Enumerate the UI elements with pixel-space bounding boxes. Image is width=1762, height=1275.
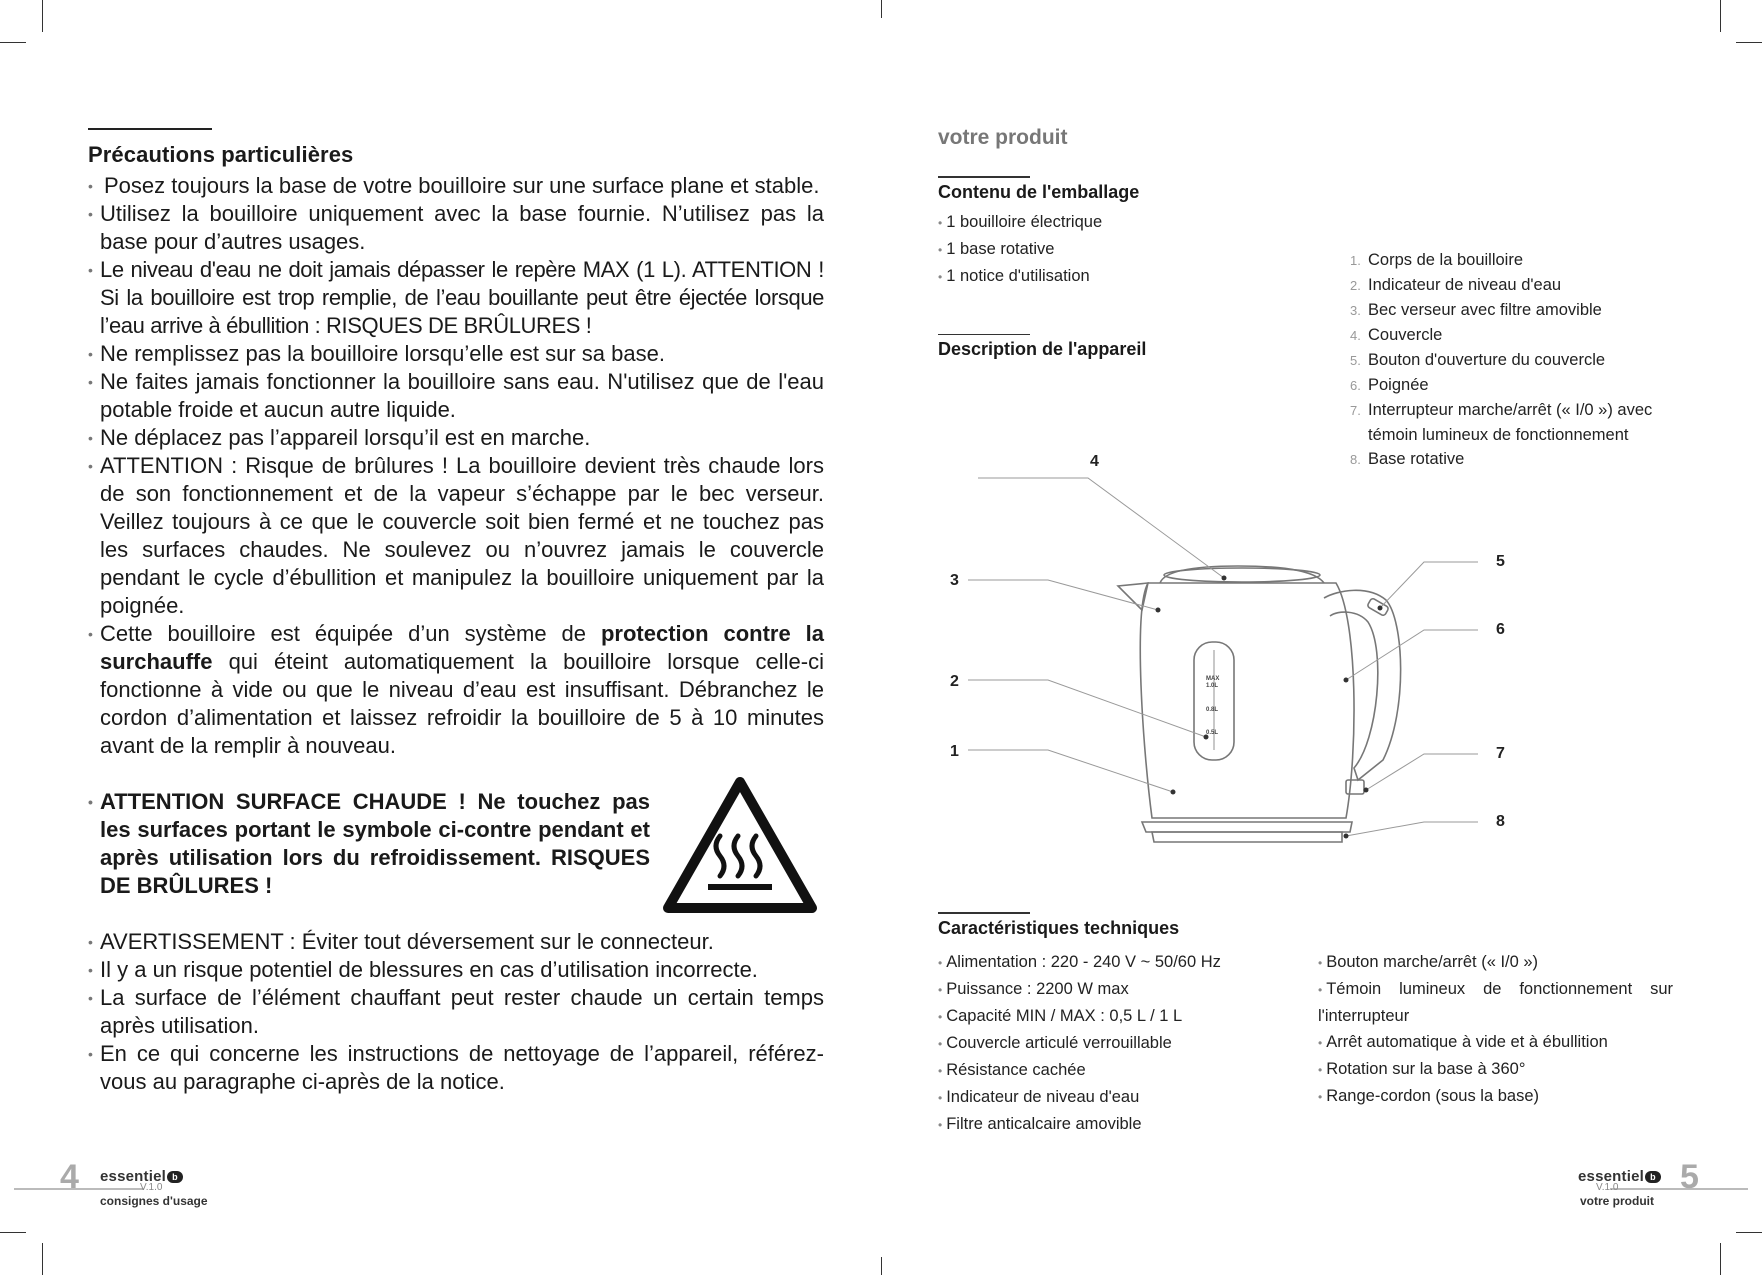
specs-section bbox=[938, 912, 1698, 1138]
page-title: votre produit bbox=[938, 126, 1068, 149]
kettle-body bbox=[1140, 583, 1354, 818]
diagram-label: 4 bbox=[1090, 453, 1099, 470]
precaution-item: • Posez toujours la base de votre bouilloire sur une surface plane et stable. bbox=[88, 173, 820, 198]
specs-title: Caractéristiques techniques bbox=[938, 917, 1180, 938]
description-title: Description de l'appareil bbox=[938, 339, 1147, 359]
crop-mark bbox=[1736, 1232, 1762, 1233]
brand-logo: essentiel b bbox=[100, 1168, 183, 1185]
diagram-label: 7 bbox=[1496, 745, 1505, 762]
section-rule bbox=[938, 176, 1030, 178]
precaution-item: • AVERTISSEMENT : Éviter tout déversement sur le connecteur. bbox=[88, 929, 714, 954]
kettle-diagram bbox=[938, 450, 1518, 860]
diagram-label: 5 bbox=[1496, 553, 1505, 570]
list-item: 2. Indicateur de niveau d'eau bbox=[1350, 276, 1562, 294]
list-item: • Alimentation : 220 - 240 V ~ 50/60 Hz bbox=[938, 952, 1221, 971]
hot-surface-warning bbox=[88, 788, 824, 900]
list-item: 3. Bec verseur avec filtre amovible bbox=[1350, 301, 1602, 319]
overheat-protection-item: • Cette bouilloire est équipée d’un système de protection contre la surchauffe qui éteint automatiquement la bouilloire lorsque celle-ci fonctionne à vide ou que le niveau d’eau est insuffisant. Débranchez le cordon d’alimentation et laissez refroidir la bouilloire de 5 à 10 minutes avant de la remplir à nouveau. bbox=[88, 621, 824, 758]
list-item: • Capacité MIN / MAX : 0,5 L / 1 L bbox=[938, 1006, 1183, 1025]
left-page bbox=[88, 128, 824, 1096]
section-rule bbox=[88, 128, 212, 130]
list-item-continued: témoin lumineux de fonctionnement bbox=[1368, 426, 1629, 444]
diagram-label: 1 bbox=[950, 743, 959, 760]
version-label: V.1.0 bbox=[1596, 1182, 1619, 1193]
precaution-item: • Ne faites jamais fonctionner la bouilloire sans eau. N'utilisez que de l'eau potable froide et aucun autre liquide. bbox=[88, 369, 824, 422]
list-item: 7. Interrupteur marche/arrêt (« I/0 ») avec bbox=[1350, 401, 1653, 419]
diagram-label: 8 bbox=[1496, 813, 1505, 830]
list-item: 8. Base rotative bbox=[1350, 450, 1465, 468]
gauge-mid-label: 0.8L bbox=[1206, 707, 1219, 713]
precaution-item: • La surface de l’élément chauffant peut rester chaude un certain temps après utilisation. bbox=[88, 985, 824, 1038]
list-item: • Résistance cachée bbox=[938, 1060, 1086, 1079]
package-title: Contenu de l'emballage bbox=[938, 181, 1140, 202]
crop-mark bbox=[1736, 42, 1762, 43]
diagram-label: 6 bbox=[1496, 621, 1505, 638]
list-item: • 1 notice d'utilisation bbox=[938, 266, 1090, 285]
section-title: Précautions particulières bbox=[88, 142, 354, 167]
list-item: • Bouton marche/arrêt (« I/0 ») bbox=[1318, 952, 1539, 971]
hot-surface-warning-text: • ATTENTION SURFACE CHAUDE ! Ne touchez pas les surfaces portant le symbole ci-contre pendant et après utilisation lors du refroidissement. RISQUES DE BRÛLURES ! bbox=[88, 789, 650, 898]
list-item: • Puissance : 2200 W max bbox=[938, 979, 1129, 998]
diagram-label: 2 bbox=[950, 673, 959, 690]
crop-mark bbox=[0, 1232, 26, 1233]
list-item: • 1 bouilloire électrique bbox=[938, 212, 1103, 231]
crop-mark bbox=[0, 42, 26, 43]
precaution-item: • Utilisez la bouilloire uniquement avec la base fournie. N’utilisez pas la base pour d’autres usages. bbox=[88, 201, 824, 254]
brand-logo: essentiel b bbox=[1578, 1168, 1661, 1185]
list-item: • Filtre anticalcaire amovible bbox=[938, 1114, 1142, 1133]
hot-surface-warning-icon bbox=[662, 776, 818, 914]
list-item: 4. Couvercle bbox=[1350, 326, 1443, 344]
list-item: 1. Corps de la bouilloire bbox=[1350, 251, 1524, 269]
page-number: 4 bbox=[60, 1158, 79, 1196]
power-switch bbox=[1346, 780, 1364, 794]
list-item: • Indicateur de niveau d'eau bbox=[938, 1087, 1140, 1106]
gauge-max-label: MAX bbox=[1206, 676, 1220, 682]
specs-column-2 bbox=[1318, 949, 1673, 1138]
section-rule bbox=[938, 334, 1030, 336]
precaution-item: • Le niveau d'eau ne doit jamais dépasser le repère MAX (1 L). ATTENTION ! Si la bouilloire est trop remplie, de l’eau bouillante peut être éjectée lorsque l’eau arrive à ébullition : RISQUES DE BRÛLURES ! bbox=[88, 257, 824, 338]
crop-mark bbox=[42, 0, 43, 32]
specs-column-1 bbox=[938, 949, 1318, 1138]
footer-rule bbox=[14, 1188, 144, 1190]
diagram-label: 3 bbox=[950, 572, 959, 589]
precaution-item: • Ne remplissez pas la bouilloire lorsqu’elle est sur sa base. bbox=[88, 341, 665, 366]
gauge-low-label: 0.5L bbox=[1206, 730, 1219, 736]
version-label: V.1.0 bbox=[140, 1182, 163, 1193]
crop-mark bbox=[881, 0, 882, 18]
footer-section-label: consignes d'usage bbox=[100, 1194, 208, 1208]
crop-mark bbox=[42, 1243, 43, 1275]
parts-list bbox=[1350, 248, 1652, 472]
list-item: 6. Poignée bbox=[1350, 376, 1429, 394]
crop-mark bbox=[881, 1257, 882, 1275]
list-item: 5. Bouton d'ouverture du couvercle bbox=[1350, 351, 1606, 369]
section-rule bbox=[938, 912, 1030, 914]
list-item: • Range-cordon (sous la base) bbox=[1318, 1086, 1539, 1105]
list-item: • 1 base rotative bbox=[938, 239, 1055, 258]
footer-section-label: votre produit bbox=[1580, 1194, 1654, 1208]
precaution-item: • Ne déplacez pas l’appareil lorsqu’il est en marche. bbox=[88, 425, 591, 450]
list-item: • Témoin lumineux de fonctionnement sur l'interrupteur bbox=[1318, 979, 1673, 1025]
kettle-base bbox=[1142, 822, 1352, 832]
kettle-handle bbox=[1324, 590, 1401, 780]
list-item: • Couvercle articulé verrouillable bbox=[938, 1033, 1172, 1052]
list-item: • Rotation sur la base à 360° bbox=[1318, 1059, 1526, 1078]
precaution-item: • Il y a un risque potentiel de blessures en cas d’utilisation incorrecte. bbox=[88, 957, 758, 982]
precaution-item: • En ce qui concerne les instructions de nettoyage de l’appareil, référez-vous au paragraphe ci-après de la notice. bbox=[88, 1041, 824, 1094]
crop-mark bbox=[1720, 1243, 1721, 1275]
crop-mark bbox=[1720, 0, 1721, 32]
page-number: 5 bbox=[1680, 1158, 1699, 1196]
gauge-max-volume: 1.0L bbox=[1206, 683, 1219, 689]
footer-rule bbox=[1610, 1188, 1748, 1190]
precaution-item: • ATTENTION : Risque de brûlures ! La bouilloire devient très chaude lors de son fonctionnement et de la vapeur s’échappe par le bec verseur. Veillez toujours à ce que le couvercle soit bien fermé et ne touchez pas les surfaces chaudes. Ne soulevez ou n’ouvrez jamais le couvercle pendant le cycle d’ébullition et manipulez la bouilloire uniquement par la poignée. bbox=[88, 453, 824, 618]
list-item: • Arrêt automatique à vide et à ébullition bbox=[1318, 1032, 1608, 1051]
